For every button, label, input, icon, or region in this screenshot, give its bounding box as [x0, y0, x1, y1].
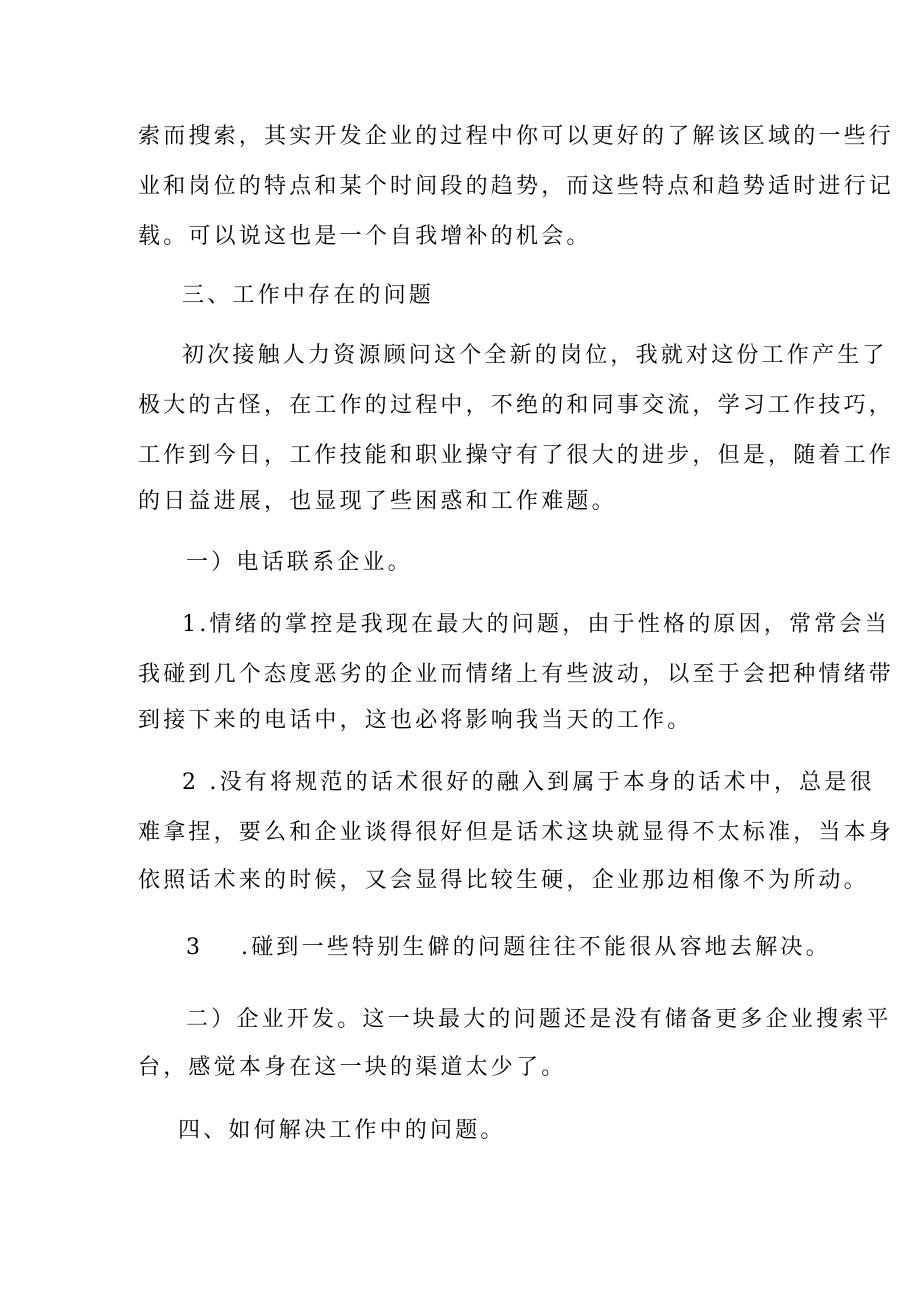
list-item-line: 依照话术来的时候，又会显得比较生硬，企业那边相像不为所动。 — [138, 868, 869, 893]
list-item-line: 2 .没有将规范的话术很好的融入到属于本身的话术中，总是很 — [182, 770, 875, 795]
paragraph-line: 业和岗位的特点和某个时间段的趋势，而这些特点和趋势适时进行记 — [138, 174, 895, 199]
list-item-line: 1.情绪的掌控是我现在最大的问题，由于性格的原因，常常会当 — [182, 612, 890, 637]
paragraph-line: 初次接触人力资源顾问这个全新的岗位，我就对这份工作产生了 — [182, 343, 888, 368]
list-item-line: .碰到一些特别生僻的问题往往不能很从容地去解决。 — [241, 935, 831, 960]
subsection-heading: 二）企业开发。这一块最大的问题还是没有储备更多企业搜索平 — [186, 1007, 892, 1032]
paragraph-line: 索而搜索，其实开发企业的过程中你可以更好的了解该区域的一些行 — [138, 124, 895, 149]
list-item-line: 难拿捏，要么和企业谈得很好但是话术这块就显得不太标准，当本身 — [138, 820, 895, 845]
paragraph-line: 极大的古怪，在工作的过程中，不绝的和同事交流，学习工作技巧， — [138, 393, 895, 418]
list-item-number: 3 — [186, 935, 200, 960]
list-item-line: 到接下来的电话中，这也必将影响我当天的工作。 — [138, 708, 693, 733]
paragraph-line: 载。可以说这也是一个自我增补的机会。 — [138, 224, 592, 249]
list-item-line: 我碰到几个态度恶劣的企业而情绪上有些波动，以至于会把种情绪带 — [138, 662, 895, 687]
subsection-heading: 一）电话联系企业。 — [186, 550, 413, 575]
section-heading: 三、工作中存在的问题 — [182, 283, 435, 308]
paragraph-line: 工作到今日，工作技能和职业操守有了很大的进步，但是，随着工作 — [138, 443, 895, 468]
paragraph-line: 的日益进展，也显现了些困惑和工作难题。 — [138, 489, 617, 514]
paragraph-line: 台，感觉本身在这一块的渠道太少了。 — [138, 1055, 567, 1080]
section-heading: 四、如何解决工作中的问题。 — [178, 1118, 506, 1143]
